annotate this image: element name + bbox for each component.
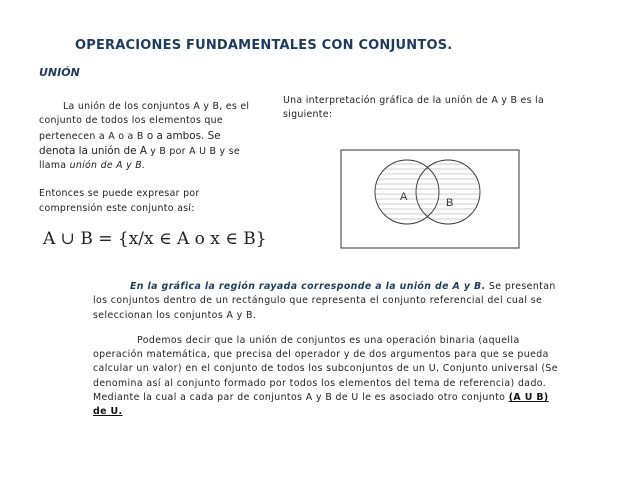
venn-diagram bbox=[340, 149, 520, 249]
definition-text-c: y B por A U B y se llama bbox=[39, 145, 240, 172]
union-definition bbox=[39, 100, 251, 216]
binary-operation-result: (A U B) de U. bbox=[93, 392, 549, 418]
caption-highlight: En la gráfica la región rayada corresponde a la unión de A y B. bbox=[130, 281, 486, 292]
graphic-intro: Una interpretación gráfica de la unión de A y B es la siguiente: bbox=[283, 95, 544, 121]
section-heading-union: UNIÓN bbox=[39, 66, 80, 79]
set-b-label: B bbox=[446, 197, 454, 209]
union-formula: A ∪ B = {x/x ∈ A o x ∈ B} bbox=[43, 229, 267, 249]
binary-operation-paragraph bbox=[93, 334, 563, 420]
caption-text: Se presentan los conjuntos dentro de un rectángulo que representa el conjunto referencial del cual se seleccionan los conjuntos A y B. bbox=[93, 281, 556, 321]
definition-text-d: unión de A y B. bbox=[69, 160, 146, 172]
comprehension-paragraph: Entonces se puede expresar por comprensión este conjunto así: bbox=[39, 188, 200, 214]
definition-text-b: o a ambos. Se denota la unión de A bbox=[39, 129, 221, 157]
explanation-block bbox=[93, 280, 563, 431]
graph-caption bbox=[93, 280, 563, 323]
definition-paragraph bbox=[39, 100, 251, 173]
set-a-label: A bbox=[400, 191, 408, 203]
page-title: OPERACIONES FUNDAMENTALES CON CONJUNTOS. bbox=[75, 38, 453, 53]
binary-operation-text: Podemos decir que la unión de conjuntos es una operación binaria (aquella operación matemática, que precisa del operador y de dos argumentos para que se pueda calcular un valor) en el conjunto de todos los subconjuntos de un U, Conjunto universal (Se denomina así al conjunto formado por todos los elementos del tema de referencia) dado. Mediante la cual a cada par de conjuntos A y B de U le es asociado otro conjunto bbox=[93, 334, 558, 404]
definition-text-a: La unión de los conjuntos A y B, es el conjunto de todos los elementos que pertenecen a A o a B bbox=[39, 101, 250, 142]
